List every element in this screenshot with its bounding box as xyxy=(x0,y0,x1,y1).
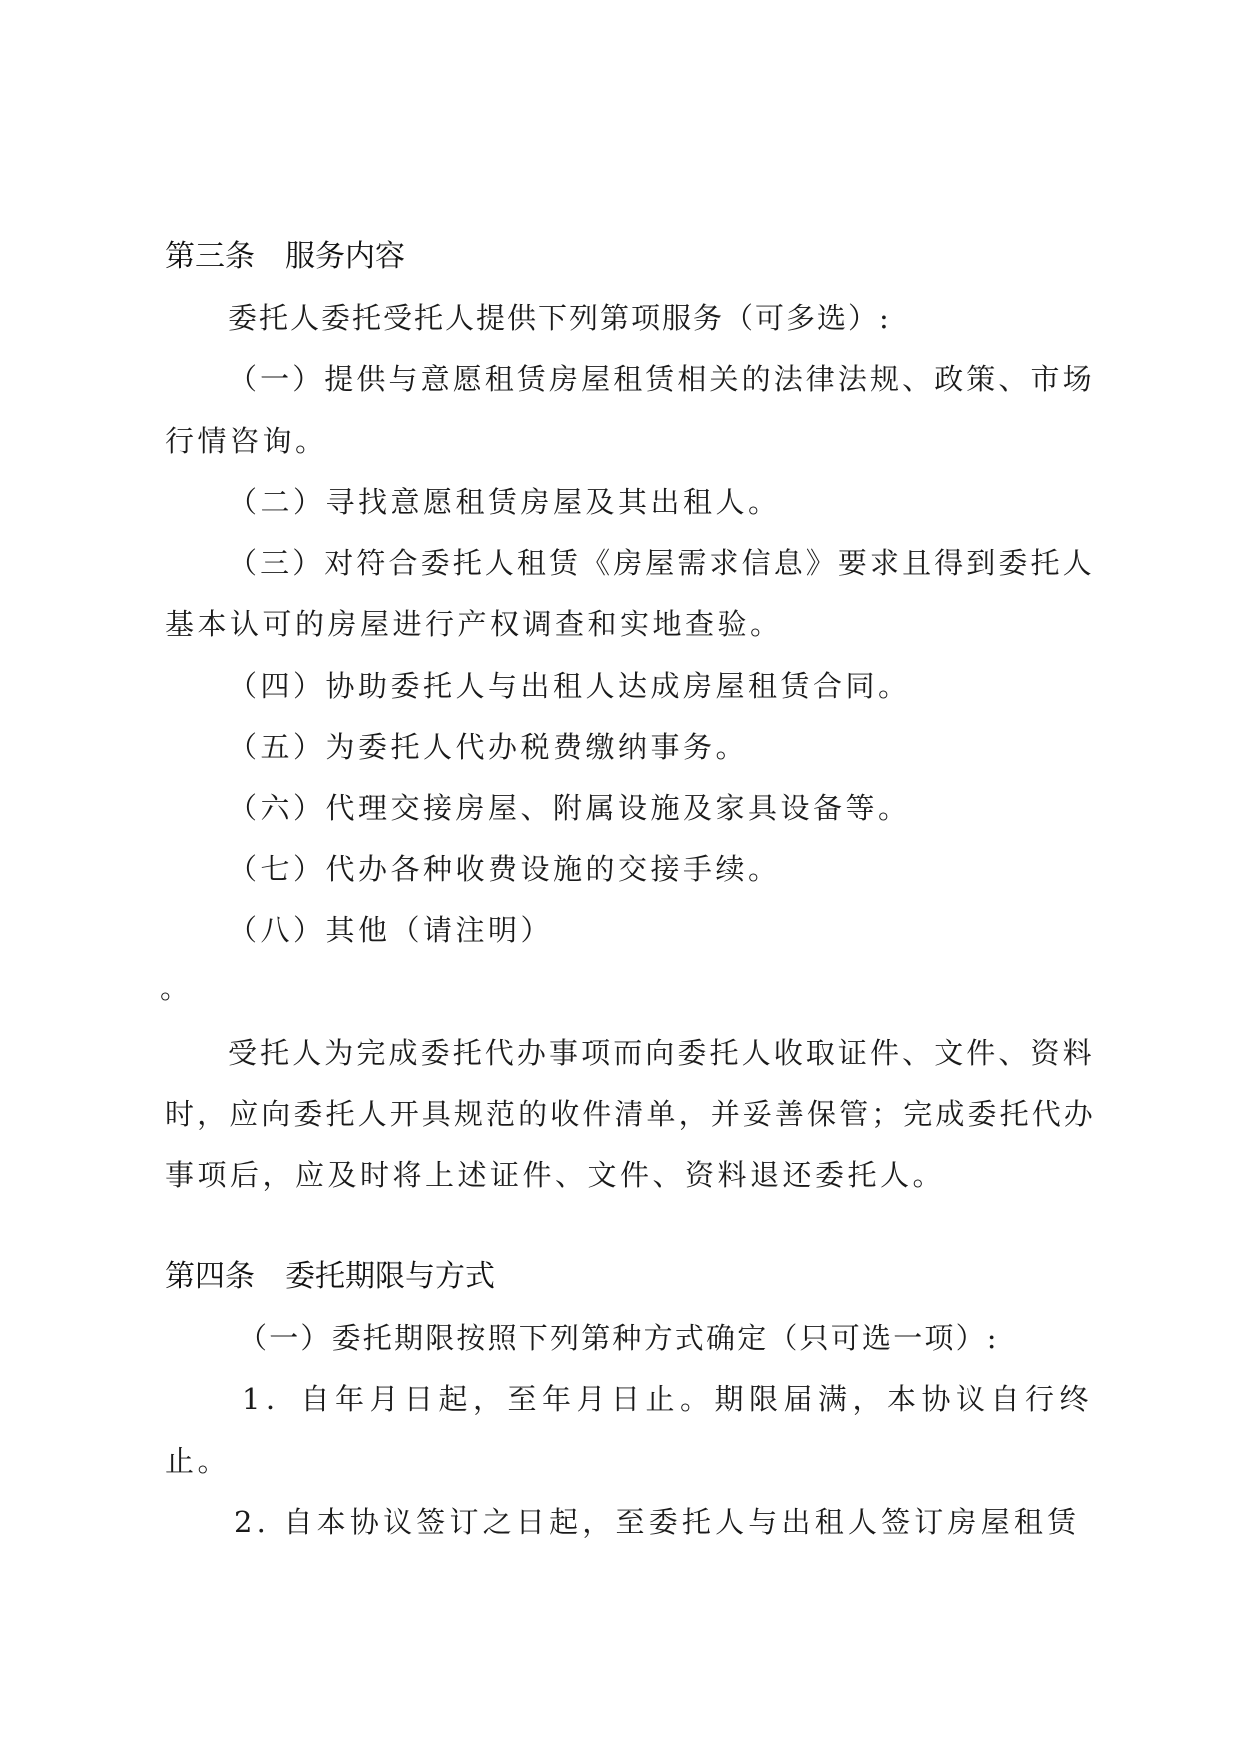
article3-item2: （二）寻找意愿租赁房屋及其出租人。 xyxy=(228,485,781,519)
article3-item7: （七）代办各种收费设施的交接手续。 xyxy=(228,852,781,886)
article3-note-line3: 事项后，应及时将上述证件、文件、资料退还委托人。 xyxy=(165,1158,946,1192)
article3-heading: 第三条 服务内容 xyxy=(165,239,405,274)
article4-option1-line1: 1．自年月日起，至年月日止。期限届满，本协议自行终 xyxy=(242,1382,1094,1416)
article3-item3-line1: （三）对符合委托人租赁《房屋需求信息》要求且得到委托人 xyxy=(228,546,1095,580)
article3-intro: 委托人委托受托人提供下列第项服务（可多选）: xyxy=(228,301,891,335)
article3-item1-line1: （一）提供与意愿租赁房屋租赁相关的法律法规、政策、市场 xyxy=(228,362,1095,396)
article3-item3-line2: 基本认可的房屋进行产权调查和实地查验。 xyxy=(165,607,783,641)
article3-item4: （四）协助委托人与出租人达成房屋租赁合同。 xyxy=(228,669,911,703)
article3-item8-end: 。 xyxy=(160,971,193,1005)
article4-option2-line1: 2. 自本协议签订之日起，至委托人与出租人签订房屋租赁 xyxy=(234,1505,1081,1539)
article3-item1-line2: 行情咨询。 xyxy=(165,424,328,458)
article3-item8: （八）其他（请注明） xyxy=(228,913,554,947)
article3-note-line1: 受托人为完成委托代办事项而向委托人收取证件、文件、资料 xyxy=(228,1036,1095,1070)
article3-item5: （五）为委托人代办税费缴纳事务。 xyxy=(228,730,749,764)
article4-intro: （一）委托期限按照下列第种方式确定（只可选一项）: xyxy=(238,1321,999,1355)
article4-heading: 第四条 委托期限与方式 xyxy=(165,1259,495,1294)
article3-note-line2: 时，应向委托人开具规范的收件清单，并妥善保管；完成委托代办 xyxy=(165,1097,1096,1131)
article4-option1-line2: 止。 xyxy=(165,1444,231,1478)
article3-item6: （六）代理交接房屋、附属设施及家具设备等。 xyxy=(228,791,911,825)
